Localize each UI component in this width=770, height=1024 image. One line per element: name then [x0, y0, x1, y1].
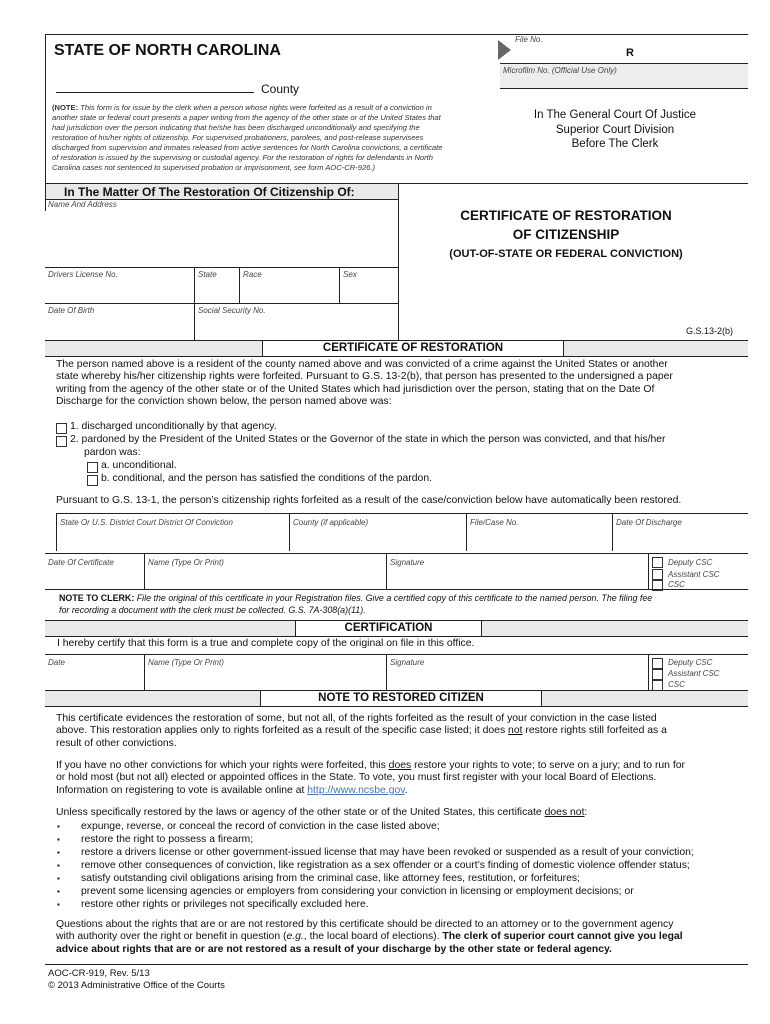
county-label: County: [261, 82, 300, 96]
file-no-label: File No.: [515, 35, 543, 44]
state-label: State: [198, 270, 217, 279]
date-certificate-label: Date Of Certificate: [48, 558, 114, 567]
citizen-paragraph-4: Questions about the rights that are or are not restored by this certificate should be directed to an attorney or to the government agency with authority over the right or benefit in question (e.g., the local board of elections). The clerk of superior court cannot give you legal advice about rights that are or are not restored as a result of your discharge by the other state or federal agency.: [56, 919, 683, 955]
cert-deputy-csc-checkbox[interactable]: [652, 557, 663, 568]
citizen-paragraph-3: Unless specifically restored by the laws or agency of the other state or of the United States, this certificate does not:: [56, 807, 588, 818]
form-number: AOC-CR-919, Rev. 5/13: [48, 968, 150, 979]
citizen-paragraph-2: If you have no other convictions for which your rights were forfeited, this does restore your rights to vote; to serve on a jury; and to run for or hold most (but not all) elected or appointed offices in the State. To vote, you must first register with your local Board of Elections. Information on registering to vote is available online at http://www.ncsbe.gov.: [56, 760, 685, 796]
dob-label: Date Of Birth: [48, 306, 95, 315]
state-field[interactable]: [195, 279, 238, 302]
drivers-license-label: Drivers License No.: [48, 270, 118, 279]
certification-date-label: Date: [48, 658, 65, 667]
certification-signature-label: Signature: [390, 658, 425, 667]
citizen-heading-bar: [45, 690, 748, 707]
race-label: Race: [243, 270, 262, 279]
statute-ref: G.S.13-2(b): [686, 326, 734, 336]
option2b-label: b. conditional, and the person has satisfied the conditions of the pardon.: [101, 473, 432, 484]
certificate-heading: CERTIFICATE OF RESTORATION: [262, 341, 564, 356]
option2-checkbox[interactable]: [56, 436, 67, 447]
certification-csc-label: CSC: [668, 680, 685, 689]
certification-heading: CERTIFICATION: [295, 621, 482, 636]
form-title: CERTIFICATE OF RESTORATION OF CITIZENSHIP: [460, 208, 672, 242]
discharge-date-label: Date Of Discharge: [616, 518, 682, 527]
rule: [45, 654, 748, 655]
citizen-paragraph-1: This certificate evidences the restoration of some, but not all, of the rights forfeited as the result of your conviction in the case listed above. This restoration applies only to rights forfeited as a result of the specific case listed; it does not restore rights still forfeited as a result of other convictions.: [56, 713, 667, 749]
pursuant-statement: Pursuant to G.S. 13-1, the person’s citizenship rights forfeited as a result of the case/conviction below have automatically been restored.: [56, 495, 682, 506]
top-rule: [45, 34, 748, 35]
rule: [45, 589, 748, 590]
note-to-clerk: NOTE TO CLERK: File the original of this certificate in your Registration files. Give a certified copy of this certificate to the named person. The filing fee for recording a document with the clerk must be collected. G.S. 7A-308(a)(11).: [59, 593, 653, 615]
ssn-label: Social Security No.: [198, 306, 266, 315]
option2-label: 2. pardoned by the President of the United States or the Governor of the state in which the person was convicted, and that his/her: [70, 434, 666, 445]
rule: [648, 654, 649, 690]
certification-deputy-csc-label: Deputy CSC: [668, 658, 713, 667]
certification-heading-bar: [45, 620, 748, 637]
court-division: In The General Court Of Justice Superior Court Division Before The Clerk: [533, 109, 697, 150]
certificate-paragraph: The person named above is a resident of the county named above and was convicted of a crime against the United States or another state whereby his/her citizenship rights were forfeited. Pursuant to G.S. 13-2(b), that person has presented to the undersigned a paper writing from the agency of the other state or of the United States which had jurisdiction over the person, stating that on the Date Of Discharge for the conviction shown below, the person named above was:: [56, 359, 673, 408]
name-address-field[interactable]: [46, 210, 397, 267]
header-note: (NOTE: This form is for issue by the clerk when a person whose rights were forfeited as a result of a conviction in another state or federal court presents a paper writing from the agency of the other state or of the United States that had jurisdiction over the person indicating that he/she has been discharged unconditionally and specifying the restoration of his/her rights of citizenship. For supervised probationers, parolees, and post-release supervisees discharged from supervision and inmates released from active sentences for North Carolina convictions, a certificate of restoration is issued by the supervising or custodial agency. For the restoration of rights for defendants in North Carolina cases not sentenced to supervised probation or imprisonment, see form AOC-CR-926.): [52, 103, 443, 172]
file-no-suffix: R: [626, 47, 634, 59]
microfilm-label: Microfilm No. (Official Use Only): [503, 66, 617, 75]
sex-field[interactable]: [340, 279, 397, 302]
footer: [48, 968, 225, 991]
cert-assistant-csc-checkbox[interactable]: [652, 569, 663, 580]
name-address-label: Name And Address: [48, 200, 117, 209]
option2-label-cont: pardon was:: [84, 447, 141, 458]
certification-name-field[interactable]: [145, 668, 385, 689]
option1-checkbox[interactable]: [56, 423, 67, 434]
cert-name-field[interactable]: [145, 568, 385, 588]
option2a-checkbox[interactable]: [87, 462, 98, 473]
rule: [56, 513, 748, 514]
certification-assistant-csc-label: Assistant CSC: [668, 669, 720, 678]
rule: [45, 267, 398, 268]
option2b-checkbox[interactable]: [87, 475, 98, 486]
conviction-court-label: State Or U.S. District Court District Of Conviction: [60, 518, 233, 527]
certification-deputy-csc-checkbox[interactable]: [652, 658, 663, 669]
dob-field[interactable]: [46, 315, 193, 339]
certification-assistant-csc-checkbox[interactable]: [652, 669, 663, 680]
matter-title: In The Matter Of The Restoration Of Citizenship Of:: [64, 185, 355, 199]
file-case-label: File/Case No.: [470, 518, 519, 527]
certificate-heading-bar: [45, 340, 748, 357]
drivers-license-field[interactable]: [46, 279, 193, 302]
rule: [45, 303, 398, 304]
certification-text: I hereby certify that this form is a true and complete copy of the original on file in this office.: [57, 638, 475, 649]
cert-signature-field[interactable]: [387, 568, 647, 588]
certification-name-label: Name (Type Or Print): [148, 658, 224, 667]
sex-label: Sex: [343, 270, 357, 279]
date-certificate-field[interactable]: [46, 568, 143, 588]
cert-deputy-csc-label: Deputy CSC: [668, 558, 713, 567]
cert-name-label: Name (Type Or Print): [148, 558, 224, 567]
rule: [45, 553, 748, 554]
state-title: STATE OF NORTH CAROLINA: [54, 42, 281, 59]
form-subtitle: (OUT-OF-STATE OR FEDERAL CONVICTION): [449, 248, 683, 260]
cert-csc-label: CSC: [668, 580, 685, 589]
certification-date-field[interactable]: [46, 668, 143, 689]
rule: [648, 553, 649, 589]
discharge-date-field[interactable]: [613, 528, 747, 550]
matter-right-rule: [398, 183, 399, 340]
county-field[interactable]: [56, 92, 254, 93]
cert-signature-label: Signature: [390, 558, 425, 567]
conviction-county-label: County (if applicable): [293, 518, 369, 527]
citizen-heading: NOTE TO RESTORED CITIZEN: [260, 691, 542, 706]
race-field[interactable]: [240, 279, 338, 302]
ncsbe-link[interactable]: http://www.ncsbe.gov: [307, 784, 405, 796]
copyright: © 2013 Administrative Office of the Courts: [48, 979, 225, 991]
ssn-field[interactable]: [195, 315, 397, 339]
file-case-field[interactable]: [467, 528, 611, 550]
conviction-court-field[interactable]: [57, 528, 288, 550]
file-no-arrow: [498, 40, 511, 60]
option1-label: 1. discharged unconditionally by that agency.: [70, 421, 277, 432]
certification-signature-field[interactable]: [387, 668, 647, 689]
conviction-county-field[interactable]: [290, 528, 465, 550]
footer-rule: [45, 964, 748, 965]
option2a-label: a. unconditional.: [101, 460, 177, 471]
cert-assistant-csc-label: Assistant CSC: [668, 570, 720, 579]
